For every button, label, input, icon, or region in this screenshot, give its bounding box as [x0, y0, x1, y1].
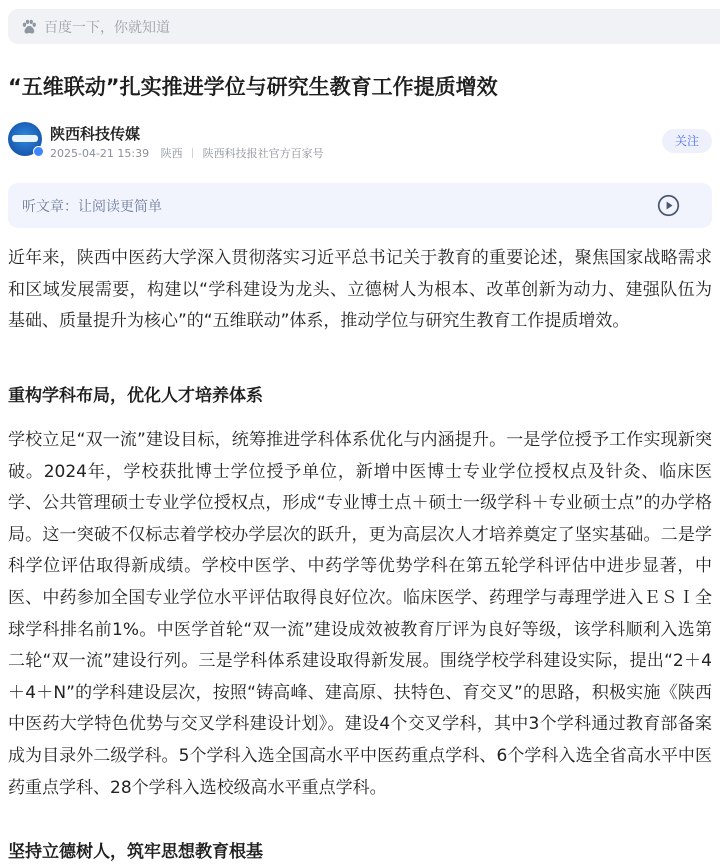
location: 陕西: [160, 147, 183, 160]
author-name[interactable]: 陕西科技传媒: [50, 125, 141, 143]
avatar-badge-wrap: [8, 122, 42, 156]
baidu-paw-icon: [20, 18, 38, 36]
source-name: 陕西科技报社官方百家号: [202, 147, 324, 160]
search-placeholder: 百度一下，你就知道: [44, 19, 170, 36]
verified-badge-icon: [33, 146, 44, 157]
listen-article-bar[interactable]: [8, 183, 712, 228]
publish-date: 2025-04-21 15:39: [50, 147, 150, 160]
section-heading-2: 坚持立德树人，筑牢思想教育根基: [8, 842, 263, 862]
paragraph-discipline: 学校立足“双一流”建设目标，统筹推进学科体系优化与内涵提升。一是学位授予工作实现新突破。2024年，学校获批博士学位授予单位，新增中医博士专业学位授权点及针灸、临床医学、公共管理硕士专业学位授权点，形成“专业博士点＋硕士一级学科＋专业硕士点”的办学格局。这一突破不仅标志着学校办学层次的跃升，更为高层次人才培养奠定了坚实基础。二是学科学位评估取得新成绩。学校中医学、中药学等优势学科在第五轮学科评估中进步显著，中医、中药参加全国专业学位水平评估取得良好位次。临床医学、药理学与毒理学进入ＥＳＩ全球学科排名前1%。中医学首轮“双一流”建设成效被教育厅评为良好等级，该学科顺利入选第二轮“双一流”建设行列。三是学科体系建设取得新发展。围绕学校学科建设实际，提出“2＋4＋4＋N”的学科建设层次，按照“铸高峰、建高原、扶特色、育交叉”的思路，积极实施《陕西中医药大学特色优势与交叉学科建设计划》。建设4个交叉学科，其中3个学科通过教育部备案成为目录外二级学科。5个学科入选全国高水平中医药重点学科、6个学科入选全省高水平中医药重点学科、28个学科入选校级高水平重点学科。: [8, 430, 712, 798]
play-circle-icon[interactable]: [657, 194, 680, 217]
paragraph-intro: 近年来，陕西中医药大学深入贯彻落实习近平总书记关于教育的重要论述，聚焦国家战略需求和区域发展需要，构建以“学科建设为龙头、立德树人为根本、改革创新为动力、建强队伍为基础、质量提升为核心”的“五维联动”体系，推动学位与研究生教育工作提质增效。: [8, 248, 712, 332]
section-heading-1: 重构学科布局，优化人才培养体系: [8, 386, 263, 406]
listen-label: 听文章：让阅读更简单: [22, 199, 162, 215]
author-row: [8, 122, 712, 164]
follow-button[interactable]: 关注: [662, 129, 712, 153]
article-meta: [50, 145, 324, 161]
search-bar[interactable]: [8, 9, 720, 44]
article-title: “五维联动”扎实推进学位与研究生教育工作提质增效: [8, 75, 498, 99]
meta-divider: [192, 148, 193, 158]
